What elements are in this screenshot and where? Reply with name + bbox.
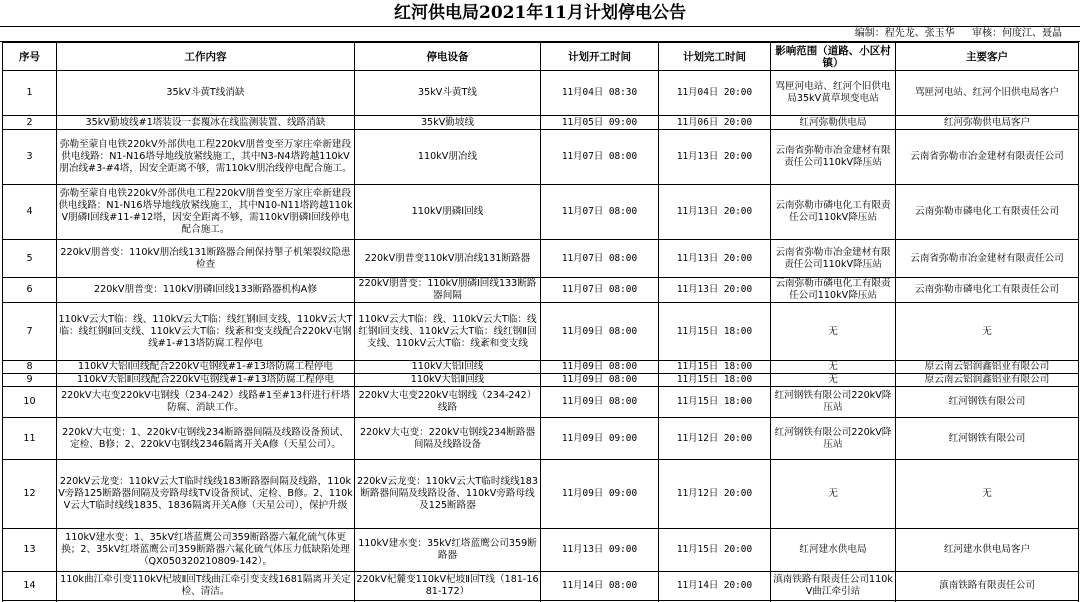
cell-affected-area: 无 bbox=[771, 303, 896, 361]
cell-start-time: 11月13日 09:00 bbox=[541, 529, 659, 572]
cell-affected-area: 无 bbox=[771, 374, 896, 387]
cell-work-content: 110kV大铝Ⅱ回线配合220kV屯钢线#1-#13塔防腐工程停电 bbox=[57, 374, 355, 387]
cell-equipment: 220kV云龙变：110kV云大T临时线线183断路器间隔及线路设备、110kV旁路母线及125断路器 bbox=[355, 460, 541, 529]
cell-index: 11 bbox=[3, 418, 57, 460]
author-line bbox=[0, 27, 1080, 42]
cell-end-time: 11月15日 18:00 bbox=[659, 374, 771, 387]
cell-start-time: 11月07日 08:00 bbox=[541, 185, 659, 240]
cell-customers: 无 bbox=[896, 460, 1079, 529]
cell-end-time: 11月12日 20:00 bbox=[659, 460, 771, 529]
table-row bbox=[3, 460, 1079, 529]
table-row bbox=[3, 185, 1079, 240]
cell-work-content: 110kV建水变：1、35kV红塔蓝鹰公司359断路器六氟化硫气体更换；2、35kV红塔蓝鹰公司359断路器六氟化硫气体压力低缺陷处理（QX050320210809-142）。 bbox=[57, 529, 355, 572]
cell-affected-area: 红河建水供电局 bbox=[771, 529, 896, 572]
header-customers: 主要客户 bbox=[896, 43, 1079, 71]
cell-start-time: 11月04日 08:30 bbox=[541, 71, 659, 116]
cell-index: 3 bbox=[3, 130, 57, 185]
cell-end-time: 11月13日 20:00 bbox=[659, 278, 771, 303]
cell-work-content: 110k曲江牵引变110kV杞坡Ⅱ回T线曲江牵引变支线1681隔离开关定检、清洁。 bbox=[57, 572, 355, 601]
cell-start-time: 11月09日 09:00 bbox=[541, 418, 659, 460]
cell-work-content: 弥勒至蒙自电铁220kV外部供电工程220kV朋普变至万家庄牵新建段供电线路：N1-N16塔导地线放紧线施工，其中N10-N11塔跨越110kV朋磷Ⅰ回线#11-#12塔，因安全距离不够，需110kV朋磷Ⅰ回线停电配合施工。 bbox=[57, 185, 355, 240]
header-start-time: 计划开工时间 bbox=[541, 43, 659, 71]
cell-index: 6 bbox=[3, 278, 57, 303]
outage-table bbox=[2, 42, 1079, 602]
cell-work-content: 35kV勤坡线#1塔装设一套覆冰在线监测装置、线路消缺 bbox=[57, 116, 355, 130]
cell-end-time: 11月14日 20:00 bbox=[659, 572, 771, 601]
header-equipment: 停电设备 bbox=[355, 43, 541, 71]
cell-customers: 云南弥勒市磷电化工有限责任公司 bbox=[896, 278, 1079, 303]
table-row bbox=[3, 572, 1079, 601]
cell-work-content: 35kV斗黄T线消缺 bbox=[57, 71, 355, 116]
cell-start-time: 11月07日 08:00 bbox=[541, 130, 659, 185]
cell-customers: 红河钢铁有限公司 bbox=[896, 418, 1079, 460]
cell-customers: 云南弥勒市磷电化工有限责任公司 bbox=[896, 185, 1079, 240]
cell-affected-area: 红河钢铁有限公司220kV降压站 bbox=[771, 418, 896, 460]
cell-index: 7 bbox=[3, 303, 57, 361]
cell-index: 8 bbox=[3, 361, 57, 374]
cell-index: 4 bbox=[3, 185, 57, 240]
cell-start-time: 11月09日 09:00 bbox=[541, 460, 659, 529]
cell-customers: 无 bbox=[896, 303, 1079, 361]
reviewer-label: 审核：何度江、聂晶 bbox=[972, 28, 1062, 39]
cell-affected-area: 云南弥勒市磷电化工有限责任公司110kV降压站 bbox=[771, 185, 896, 240]
cell-index: 12 bbox=[3, 460, 57, 529]
table-row bbox=[3, 116, 1079, 130]
cell-affected-area: 云南省弥勒市冶金建材有限责任公司110kV降压站 bbox=[771, 240, 896, 278]
cell-customers: 原云南云铝润鑫铝业有限公司 bbox=[896, 374, 1079, 387]
table-row bbox=[3, 71, 1079, 116]
cell-start-time: 11月07日 08:00 bbox=[541, 240, 659, 278]
cell-equipment: 220kV朋普变110kV朋冶线131断路器 bbox=[355, 240, 541, 278]
cell-index: 14 bbox=[3, 572, 57, 601]
cell-affected-area: 红河弥勒供电局 bbox=[771, 116, 896, 130]
cell-affected-area: 滇南铁路有限责任公司110kV曲江牵引站 bbox=[771, 572, 896, 601]
cell-equipment: 110kV朋冶线 bbox=[355, 130, 541, 185]
cell-customers: 红河建水供电局客户 bbox=[896, 529, 1079, 572]
cell-equipment: 110kV建水变：35kV红塔蓝鹰公司359断路器 bbox=[355, 529, 541, 572]
table-row bbox=[3, 418, 1079, 460]
table-row bbox=[3, 361, 1079, 374]
cell-affected-area: 无 bbox=[771, 460, 896, 529]
cell-index: 2 bbox=[3, 116, 57, 130]
cell-work-content: 220kV朋普变：110kV朋冶线131断路器合闸保持掣子机架裂纹隐患检查 bbox=[57, 240, 355, 278]
cell-work-content: 110kV大铝Ⅰ回线配合220kV屯钢线#1-#13塔防腐工程停电 bbox=[57, 361, 355, 374]
table-row bbox=[3, 303, 1079, 361]
cell-work-content: 220kV云龙变：110kV云大T临时线线183断路器间隔及线路，110kV旁路125断路器间隔及旁路母线TV设备预试、定检、B修。2、110kV云大T临时线线1835、1836隔离开关A修（天星公司），保护升级 bbox=[57, 460, 355, 529]
cell-customers: 骂匣河电站、红河个旧供电局客户 bbox=[896, 71, 1079, 116]
cell-end-time: 11月04日 20:00 bbox=[659, 71, 771, 116]
cell-work-content: 220kV朋普变：110kV朋磷Ⅰ回线133断路器机构A修 bbox=[57, 278, 355, 303]
cell-work-content: 110kV云大T临：线、110kV云大T临：线红钢Ⅰ回支线、110kV云大T临：线红钢Ⅱ回支线、110kV云大T临：线紊和变支线配合220kV屯钢线#1-#13塔防腐工程停电 bbox=[57, 303, 355, 361]
cell-customers: 红河钢铁有限公司 bbox=[896, 387, 1079, 418]
cell-end-time: 11月15日 20:00 bbox=[659, 529, 771, 572]
cell-end-time: 11月15日 18:00 bbox=[659, 303, 771, 361]
cell-end-time: 11月06日 20:00 bbox=[659, 116, 771, 130]
table-row bbox=[3, 387, 1079, 418]
cell-end-time: 11月12日 20:00 bbox=[659, 418, 771, 460]
cell-start-time: 11月09日 08:00 bbox=[541, 374, 659, 387]
cell-end-time: 11月13日 20:00 bbox=[659, 240, 771, 278]
table-row bbox=[3, 240, 1079, 278]
cell-equipment: 35kV勤坡线 bbox=[355, 116, 541, 130]
table-row bbox=[3, 130, 1079, 185]
cell-customers: 云南省弥勒市冶金建材有限责任公司 bbox=[896, 130, 1079, 185]
table-row bbox=[3, 374, 1079, 387]
header-row bbox=[3, 43, 1079, 71]
cell-end-time: 11月15日 18:00 bbox=[659, 361, 771, 374]
cell-affected-area: 云南省弥勒市冶金建材有限责任公司110kV降压站 bbox=[771, 130, 896, 185]
cell-index: 1 bbox=[3, 71, 57, 116]
cell-start-time: 11月09日 08:00 bbox=[541, 387, 659, 418]
cell-start-time: 11月05日 09:00 bbox=[541, 116, 659, 130]
header-work-content: 工作内容 bbox=[57, 43, 355, 71]
cell-customers: 云南省弥勒市冶金建材有限责任公司 bbox=[896, 240, 1079, 278]
document-title: 红河供电局2021年11月计划停电公告 bbox=[0, 0, 1080, 27]
cell-index: 13 bbox=[3, 529, 57, 572]
header-end-time: 计划完工时间 bbox=[659, 43, 771, 71]
cell-equipment: 110kV云大T临：线、110kV云大T临：线红钢Ⅰ回支线、110kV云大T临：线红钢Ⅱ回支线、110kV云大T临：线紊和变支线 bbox=[355, 303, 541, 361]
header-affected-area: 影响范围（道路、小区村镇） bbox=[771, 43, 896, 71]
cell-equipment: 35kV斗黄T线 bbox=[355, 71, 541, 116]
cell-equipment: 220kV朋普变：110kV朋磷Ⅰ回线133断路器间隔 bbox=[355, 278, 541, 303]
cell-equipment: 220kV杞麓变110kV杞坡Ⅱ回T线（181-1681-172） bbox=[355, 572, 541, 601]
cell-equipment: 220kV大屯变：220kV屯钢线234断路器间隔及线路设备 bbox=[355, 418, 541, 460]
compiler-label: 编制：程先龙、张玉华 bbox=[854, 28, 955, 39]
cell-start-time: 11月09日 08:00 bbox=[541, 303, 659, 361]
cell-affected-area: 红河钢铁有限公司220kV降压站 bbox=[771, 387, 896, 418]
cell-start-time: 11月14日 08:00 bbox=[541, 572, 659, 601]
cell-index: 10 bbox=[3, 387, 57, 418]
cell-start-time: 11月09日 08:00 bbox=[541, 361, 659, 374]
cell-customers: 红河弥勒供电局客户 bbox=[896, 116, 1079, 130]
cell-end-time: 11月13日 20:00 bbox=[659, 185, 771, 240]
cell-work-content: 220kV大屯变：1、220kV屯钢线234断路器间隔及线路设备预试、定检、B修；2、220kV屯钢线2346隔离开关A修（天星公司）。 bbox=[57, 418, 355, 460]
cell-affected-area: 云南弥勒市磷电化工有限责任公司110kV降压站 bbox=[771, 278, 896, 303]
table-row bbox=[3, 278, 1079, 303]
cell-index: 5 bbox=[3, 240, 57, 278]
cell-affected-area: 无 bbox=[771, 361, 896, 374]
cell-start-time: 11月07日 08:00 bbox=[541, 278, 659, 303]
header-index: 序号 bbox=[3, 43, 57, 71]
cell-equipment: 220kV大屯变220kV屯钢线（234-242）线路 bbox=[355, 387, 541, 418]
cell-equipment: 110kV朋磷Ⅰ回线 bbox=[355, 185, 541, 240]
cell-end-time: 11月13日 20:00 bbox=[659, 130, 771, 185]
cell-end-time: 11月15日 18:00 bbox=[659, 387, 771, 418]
cell-equipment: 110kV大铝Ⅱ回线 bbox=[355, 374, 541, 387]
cell-customers: 滇南铁路有限责任公司 bbox=[896, 572, 1079, 601]
cell-index: 9 bbox=[3, 374, 57, 387]
table-row bbox=[3, 529, 1079, 572]
cell-equipment: 110kV大铝Ⅰ回线 bbox=[355, 361, 541, 374]
cell-work-content: 弥勒至蒙自电铁220kV外部供电工程220kV朋普变至万家庄牵新建段供电线路：N1-N16塔导地线放紧线施工，其中N3-N4塔跨越110kV朋冶线#3-#4塔，因安全距离不够，需110kV朋冶线停电配合施工。 bbox=[57, 130, 355, 185]
cell-affected-area: 骂匣河电站、红河个旧供电局35kV黄草坝变电站 bbox=[771, 71, 896, 116]
cell-work-content: 220kV大屯变220kV屯钢线（234-242）线路#1至#13杆进行杆塔防腐、消缺工作。 bbox=[57, 387, 355, 418]
cell-customers: 原云南云铝润鑫铝业有限公司 bbox=[896, 361, 1079, 374]
